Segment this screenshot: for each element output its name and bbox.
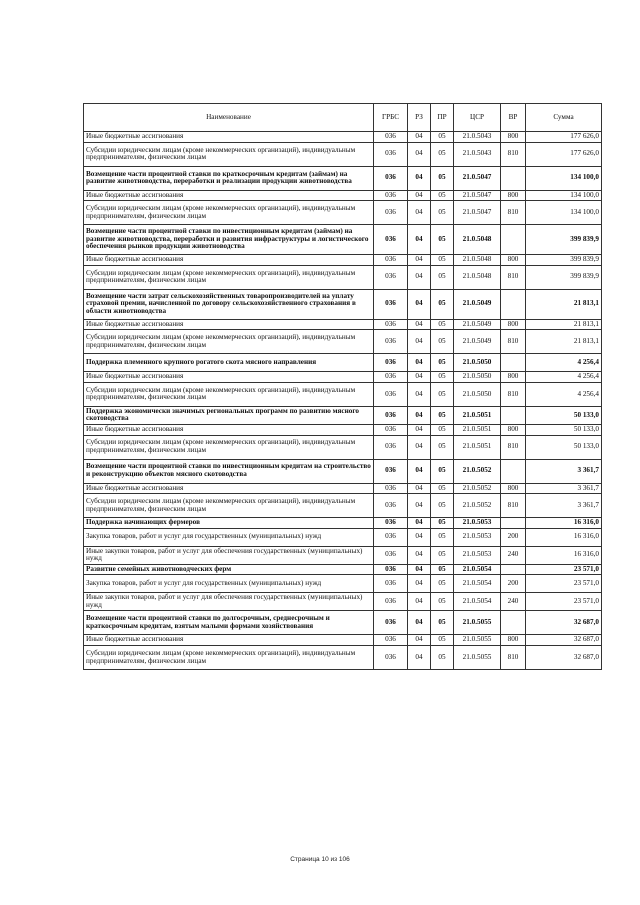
cell-csr: 21.0.5048: [454, 255, 501, 266]
cell-rz: 04: [408, 132, 431, 143]
cell-pr: 05: [431, 483, 454, 494]
cell-pr: 05: [431, 225, 454, 255]
cell-sum: 21 813,1: [526, 330, 602, 354]
cell-sum: 50 133,0: [526, 435, 602, 459]
cell-rz: 04: [408, 575, 431, 593]
table-row: [84, 528, 602, 546]
cell-vr: 800: [501, 635, 526, 646]
cell-vr: 810: [501, 494, 526, 518]
cell-rz: 04: [408, 528, 431, 546]
table-row: [84, 494, 602, 518]
cell-name: Субсидии юридическим лицам (кроме некоммерческих организаций), индивидуальным предпринимателям, физическим лицам: [84, 435, 374, 459]
cell-pr: 05: [431, 354, 454, 372]
cell-grbs: 036: [374, 546, 408, 564]
cell-name: Иные бюджетные ассигнования: [84, 132, 374, 143]
cell-rz: 04: [408, 265, 431, 289]
cell-rz: 04: [408, 435, 431, 459]
cell-grbs: 036: [374, 190, 408, 201]
cell-grbs: 036: [374, 459, 408, 483]
cell-csr: 21.0.5053: [454, 546, 501, 564]
table-row: [84, 142, 602, 166]
cell-sum: 32 687,0: [526, 635, 602, 646]
cell-sum: 399 839,9: [526, 255, 602, 266]
table-row: [84, 611, 602, 635]
cell-grbs: 036: [374, 494, 408, 518]
budget-table: [83, 103, 602, 670]
cell-vr: 800: [501, 255, 526, 266]
cell-rz: 04: [408, 255, 431, 266]
table-row: [84, 201, 602, 225]
cell-name: Иные закупки товаров, работ и услуг для обеспечения государственных (муниципальных) нужд: [84, 593, 374, 611]
cell-vr: 810: [501, 330, 526, 354]
cell-name: Субсидии юридическим лицам (кроме некоммерческих организаций), индивидуальным предпринимателям, физическим лицам: [84, 494, 374, 518]
cell-rz: 04: [408, 483, 431, 494]
cell-grbs: 036: [374, 518, 408, 529]
table-row: [84, 190, 602, 201]
cell-name: Субсидии юридическим лицам (кроме некоммерческих организаций), индивидуальным предпринимателям, физическим лицам: [84, 382, 374, 406]
cell-pr: 05: [431, 459, 454, 483]
header-row: [84, 104, 602, 132]
cell-name: Возмещение части процентной ставки по инвестиционным кредитам (займам) на развитие животноводства, переработки и развития инфраструктуры и логистического обеспечения рынков продукции животноводства: [84, 225, 374, 255]
table-row: [84, 382, 602, 406]
page-number: Страница 10 из 106: [290, 856, 350, 863]
cell-rz: 04: [408, 166, 431, 190]
cell-csr: 21.0.5055: [454, 646, 501, 670]
cell-csr: 21.0.5049: [454, 330, 501, 354]
cell-pr: 05: [431, 635, 454, 646]
cell-sum: 32 687,0: [526, 646, 602, 670]
cell-name: Иные бюджетные ассигнования: [84, 190, 374, 201]
cell-grbs: 036: [374, 646, 408, 670]
cell-pr: 05: [431, 518, 454, 529]
cell-pr: 05: [431, 190, 454, 201]
cell-csr: 21.0.5043: [454, 142, 501, 166]
cell-pr: 05: [431, 528, 454, 546]
cell-sum: 50 133,0: [526, 406, 602, 424]
cell-pr: 05: [431, 330, 454, 354]
cell-rz: 04: [408, 546, 431, 564]
cell-sum: 23 571,0: [526, 593, 602, 611]
cell-pr: 05: [431, 424, 454, 435]
cell-pr: 05: [431, 289, 454, 319]
cell-name: Поддержка племенного крупного рогатого скота мясного направления: [84, 354, 374, 372]
table-row: [84, 575, 602, 593]
cell-sum: 4 256,4: [526, 382, 602, 406]
cell-grbs: 036: [374, 575, 408, 593]
cell-rz: 04: [408, 518, 431, 529]
cell-rz: 04: [408, 372, 431, 383]
cell-name: Возмещение части затрат сельскохозяйственных товаропроизводителей на уплату страховой премии, начисленной по договору сельскохозяйственного страхования в области животноводства: [84, 289, 374, 319]
cell-name: Субсидии юридическим лицам (кроме некоммерческих организаций), индивидуальным предпринимателям, физическим лицам: [84, 201, 374, 225]
cell-vr: [501, 406, 526, 424]
cell-sum: 23 571,0: [526, 575, 602, 593]
cell-rz: 04: [408, 201, 431, 225]
cell-name: Субсидии юридическим лицам (кроме некоммерческих организаций), индивидуальным предпринимателям, физическим лицам: [84, 646, 374, 670]
cell-sum: 134 100,0: [526, 201, 602, 225]
cell-vr: 200: [501, 575, 526, 593]
cell-sum: 134 100,0: [526, 190, 602, 201]
cell-pr: 05: [431, 255, 454, 266]
cell-pr: 05: [431, 546, 454, 564]
header-pr: ПР: [431, 104, 454, 132]
cell-grbs: 036: [374, 255, 408, 266]
cell-sum: 16 316,0: [526, 546, 602, 564]
cell-pr: 05: [431, 564, 454, 575]
cell-grbs: 036: [374, 528, 408, 546]
cell-vr: [501, 289, 526, 319]
cell-sum: 4 256,4: [526, 372, 602, 383]
table-row: [84, 166, 602, 190]
cell-grbs: 036: [374, 372, 408, 383]
cell-grbs: 036: [374, 435, 408, 459]
cell-sum: 4 256,4: [526, 354, 602, 372]
cell-grbs: 036: [374, 406, 408, 424]
cell-vr: 800: [501, 132, 526, 143]
cell-name: Субсидии юридическим лицам (кроме некоммерческих организаций), индивидуальным предпринимателям, физическим лицам: [84, 330, 374, 354]
cell-grbs: 036: [374, 635, 408, 646]
cell-csr: 21.0.5043: [454, 132, 501, 143]
cell-pr: 05: [431, 593, 454, 611]
cell-name: Иные бюджетные ассигнования: [84, 424, 374, 435]
cell-vr: [501, 166, 526, 190]
cell-csr: 21.0.5053: [454, 518, 501, 529]
cell-rz: 04: [408, 330, 431, 354]
cell-grbs: 036: [374, 166, 408, 190]
cell-sum: 177 626,0: [526, 142, 602, 166]
header-csr: ЦСР: [454, 104, 501, 132]
cell-csr: 21.0.5054: [454, 564, 501, 575]
header-grbs: ГРБС: [374, 104, 408, 132]
table-row: [84, 435, 602, 459]
table-row: [84, 265, 602, 289]
cell-sum: 3 361,7: [526, 494, 602, 518]
cell-csr: 21.0.5052: [454, 459, 501, 483]
cell-pr: 05: [431, 435, 454, 459]
cell-rz: 04: [408, 459, 431, 483]
cell-vr: 800: [501, 372, 526, 383]
cell-vr: 810: [501, 265, 526, 289]
cell-vr: 810: [501, 382, 526, 406]
cell-sum: 16 316,0: [526, 528, 602, 546]
cell-rz: 04: [408, 424, 431, 435]
cell-csr: 21.0.5048: [454, 265, 501, 289]
cell-csr: 21.0.5055: [454, 611, 501, 635]
cell-csr: 21.0.5048: [454, 225, 501, 255]
table-row: [84, 459, 602, 483]
cell-pr: 05: [431, 372, 454, 383]
cell-csr: 21.0.5051: [454, 435, 501, 459]
cell-pr: 05: [431, 201, 454, 225]
cell-sum: 23 571,0: [526, 564, 602, 575]
cell-grbs: 036: [374, 593, 408, 611]
cell-grbs: 036: [374, 330, 408, 354]
cell-name: Субсидии юридическим лицам (кроме некоммерческих организаций), индивидуальным предпринимателям, физическим лицам: [84, 265, 374, 289]
cell-sum: 16 316,0: [526, 518, 602, 529]
cell-grbs: 036: [374, 382, 408, 406]
cell-sum: 399 839,9: [526, 225, 602, 255]
cell-sum: 50 133,0: [526, 424, 602, 435]
cell-csr: 21.0.5047: [454, 166, 501, 190]
cell-rz: 04: [408, 494, 431, 518]
cell-grbs: 036: [374, 132, 408, 143]
header-vr: ВР: [501, 104, 526, 132]
cell-csr: 21.0.5052: [454, 494, 501, 518]
cell-csr: 21.0.5047: [454, 201, 501, 225]
table-row: [84, 546, 602, 564]
cell-grbs: 036: [374, 201, 408, 225]
cell-vr: 810: [501, 646, 526, 670]
cell-pr: 05: [431, 646, 454, 670]
cell-rz: 04: [408, 142, 431, 166]
cell-csr: 21.0.5050: [454, 382, 501, 406]
cell-pr: 05: [431, 166, 454, 190]
table-row: [84, 330, 602, 354]
cell-csr: 21.0.5055: [454, 635, 501, 646]
cell-vr: 200: [501, 528, 526, 546]
cell-csr: 21.0.5049: [454, 289, 501, 319]
cell-name: Возмещение части процентной ставки по инвестиционным кредитам на строительство и реконструкцию объектов мясного скотоводства: [84, 459, 374, 483]
cell-grbs: 036: [374, 142, 408, 166]
cell-grbs: 036: [374, 354, 408, 372]
cell-vr: 810: [501, 435, 526, 459]
cell-sum: 3 361,7: [526, 483, 602, 494]
cell-name: Иные бюджетные ассигнования: [84, 635, 374, 646]
cell-vr: 800: [501, 319, 526, 330]
cell-pr: 05: [431, 611, 454, 635]
cell-vr: 800: [501, 190, 526, 201]
cell-rz: 04: [408, 289, 431, 319]
cell-name: Поддержка начинающих фермеров: [84, 518, 374, 529]
cell-vr: 240: [501, 593, 526, 611]
table-row: [84, 255, 602, 266]
cell-csr: 21.0.5047: [454, 190, 501, 201]
cell-grbs: 036: [374, 289, 408, 319]
table-header: [84, 104, 602, 132]
cell-pr: 05: [431, 265, 454, 289]
cell-csr: 21.0.5050: [454, 354, 501, 372]
cell-csr: 21.0.5052: [454, 483, 501, 494]
cell-name: Иные бюджетные ассигнования: [84, 255, 374, 266]
cell-csr: 21.0.5054: [454, 575, 501, 593]
cell-name: Развитие семейных животноводческих ферм: [84, 564, 374, 575]
cell-name: Возмещение части процентной ставки по краткосрочным кредитам (займам) на развитие животноводства, переработки и реализации продукции животноводства: [84, 166, 374, 190]
cell-sum: 177 626,0: [526, 132, 602, 143]
cell-rz: 04: [408, 564, 431, 575]
table-row: [84, 483, 602, 494]
cell-name: Иные закупки товаров, работ и услуг для обеспечения государственных (муниципальных) нужд: [84, 546, 374, 564]
cell-csr: 21.0.5054: [454, 593, 501, 611]
cell-name: Поддержка экономически значимых региональных программ по развитию мясного скотоводства: [84, 406, 374, 424]
header-rz: РЗ: [408, 104, 431, 132]
cell-rz: 04: [408, 382, 431, 406]
cell-name: Закупка товаров, работ и услуг для государственных (муниципальных) нужд: [84, 575, 374, 593]
cell-name: Возмещение части процентной ставки по долгосрочным, среднесрочным и краткосрочным кредитам, взятым малыми формами хозяйствования: [84, 611, 374, 635]
cell-vr: [501, 354, 526, 372]
cell-grbs: 036: [374, 564, 408, 575]
cell-sum: 32 687,0: [526, 611, 602, 635]
header-sum: Сумма: [526, 104, 602, 132]
cell-rz: 04: [408, 354, 431, 372]
cell-pr: 05: [431, 382, 454, 406]
cell-name: Иные бюджетные ассигнования: [84, 319, 374, 330]
table-row: [84, 289, 602, 319]
cell-vr: 810: [501, 201, 526, 225]
cell-rz: 04: [408, 593, 431, 611]
cell-rz: 04: [408, 225, 431, 255]
cell-sum: 134 100,0: [526, 166, 602, 190]
cell-vr: [501, 518, 526, 529]
cell-rz: 04: [408, 646, 431, 670]
cell-rz: 04: [408, 635, 431, 646]
table-row: [84, 646, 602, 670]
cell-grbs: 036: [374, 611, 408, 635]
cell-pr: 05: [431, 319, 454, 330]
cell-grbs: 036: [374, 265, 408, 289]
cell-pr: 05: [431, 142, 454, 166]
cell-name: Иные бюджетные ассигнования: [84, 372, 374, 383]
cell-vr: [501, 459, 526, 483]
cell-pr: 05: [431, 575, 454, 593]
cell-vr: [501, 611, 526, 635]
cell-grbs: 036: [374, 319, 408, 330]
table-row: [84, 132, 602, 143]
table-row: [84, 354, 602, 372]
table-row: [84, 225, 602, 255]
table-body: [84, 132, 602, 670]
cell-rz: 04: [408, 319, 431, 330]
table-row: [84, 635, 602, 646]
table-row: [84, 319, 602, 330]
cell-sum: 3 361,7: [526, 459, 602, 483]
cell-vr: 800: [501, 483, 526, 494]
cell-rz: 04: [408, 611, 431, 635]
table-row: [84, 593, 602, 611]
table-row: [84, 424, 602, 435]
cell-pr: 05: [431, 494, 454, 518]
cell-csr: 21.0.5049: [454, 319, 501, 330]
cell-name: Субсидии юридическим лицам (кроме некоммерческих организаций), индивидуальным предпринимателям, физическим лицам: [84, 142, 374, 166]
cell-name: Иные бюджетные ассигнования: [84, 483, 374, 494]
header-name: Наименование: [84, 104, 374, 132]
cell-grbs: 036: [374, 225, 408, 255]
cell-pr: 05: [431, 132, 454, 143]
cell-csr: 21.0.5051: [454, 424, 501, 435]
cell-rz: 04: [408, 406, 431, 424]
cell-name: Закупка товаров, работ и услуг для государственных (муниципальных) нужд: [84, 528, 374, 546]
cell-csr: 21.0.5051: [454, 406, 501, 424]
cell-rz: 04: [408, 190, 431, 201]
cell-vr: 810: [501, 142, 526, 166]
cell-grbs: 036: [374, 424, 408, 435]
cell-grbs: 036: [374, 483, 408, 494]
cell-vr: [501, 225, 526, 255]
cell-csr: 21.0.5053: [454, 528, 501, 546]
table-row: [84, 372, 602, 383]
cell-pr: 05: [431, 406, 454, 424]
table-row: [84, 406, 602, 424]
table-row: [84, 564, 602, 575]
cell-sum: 399 839,9: [526, 265, 602, 289]
cell-vr: 800: [501, 424, 526, 435]
table-row: [84, 518, 602, 529]
cell-sum: 21 813,1: [526, 289, 602, 319]
cell-vr: 240: [501, 546, 526, 564]
cell-csr: 21.0.5050: [454, 372, 501, 383]
cell-vr: [501, 564, 526, 575]
cell-sum: 21 813,1: [526, 319, 602, 330]
